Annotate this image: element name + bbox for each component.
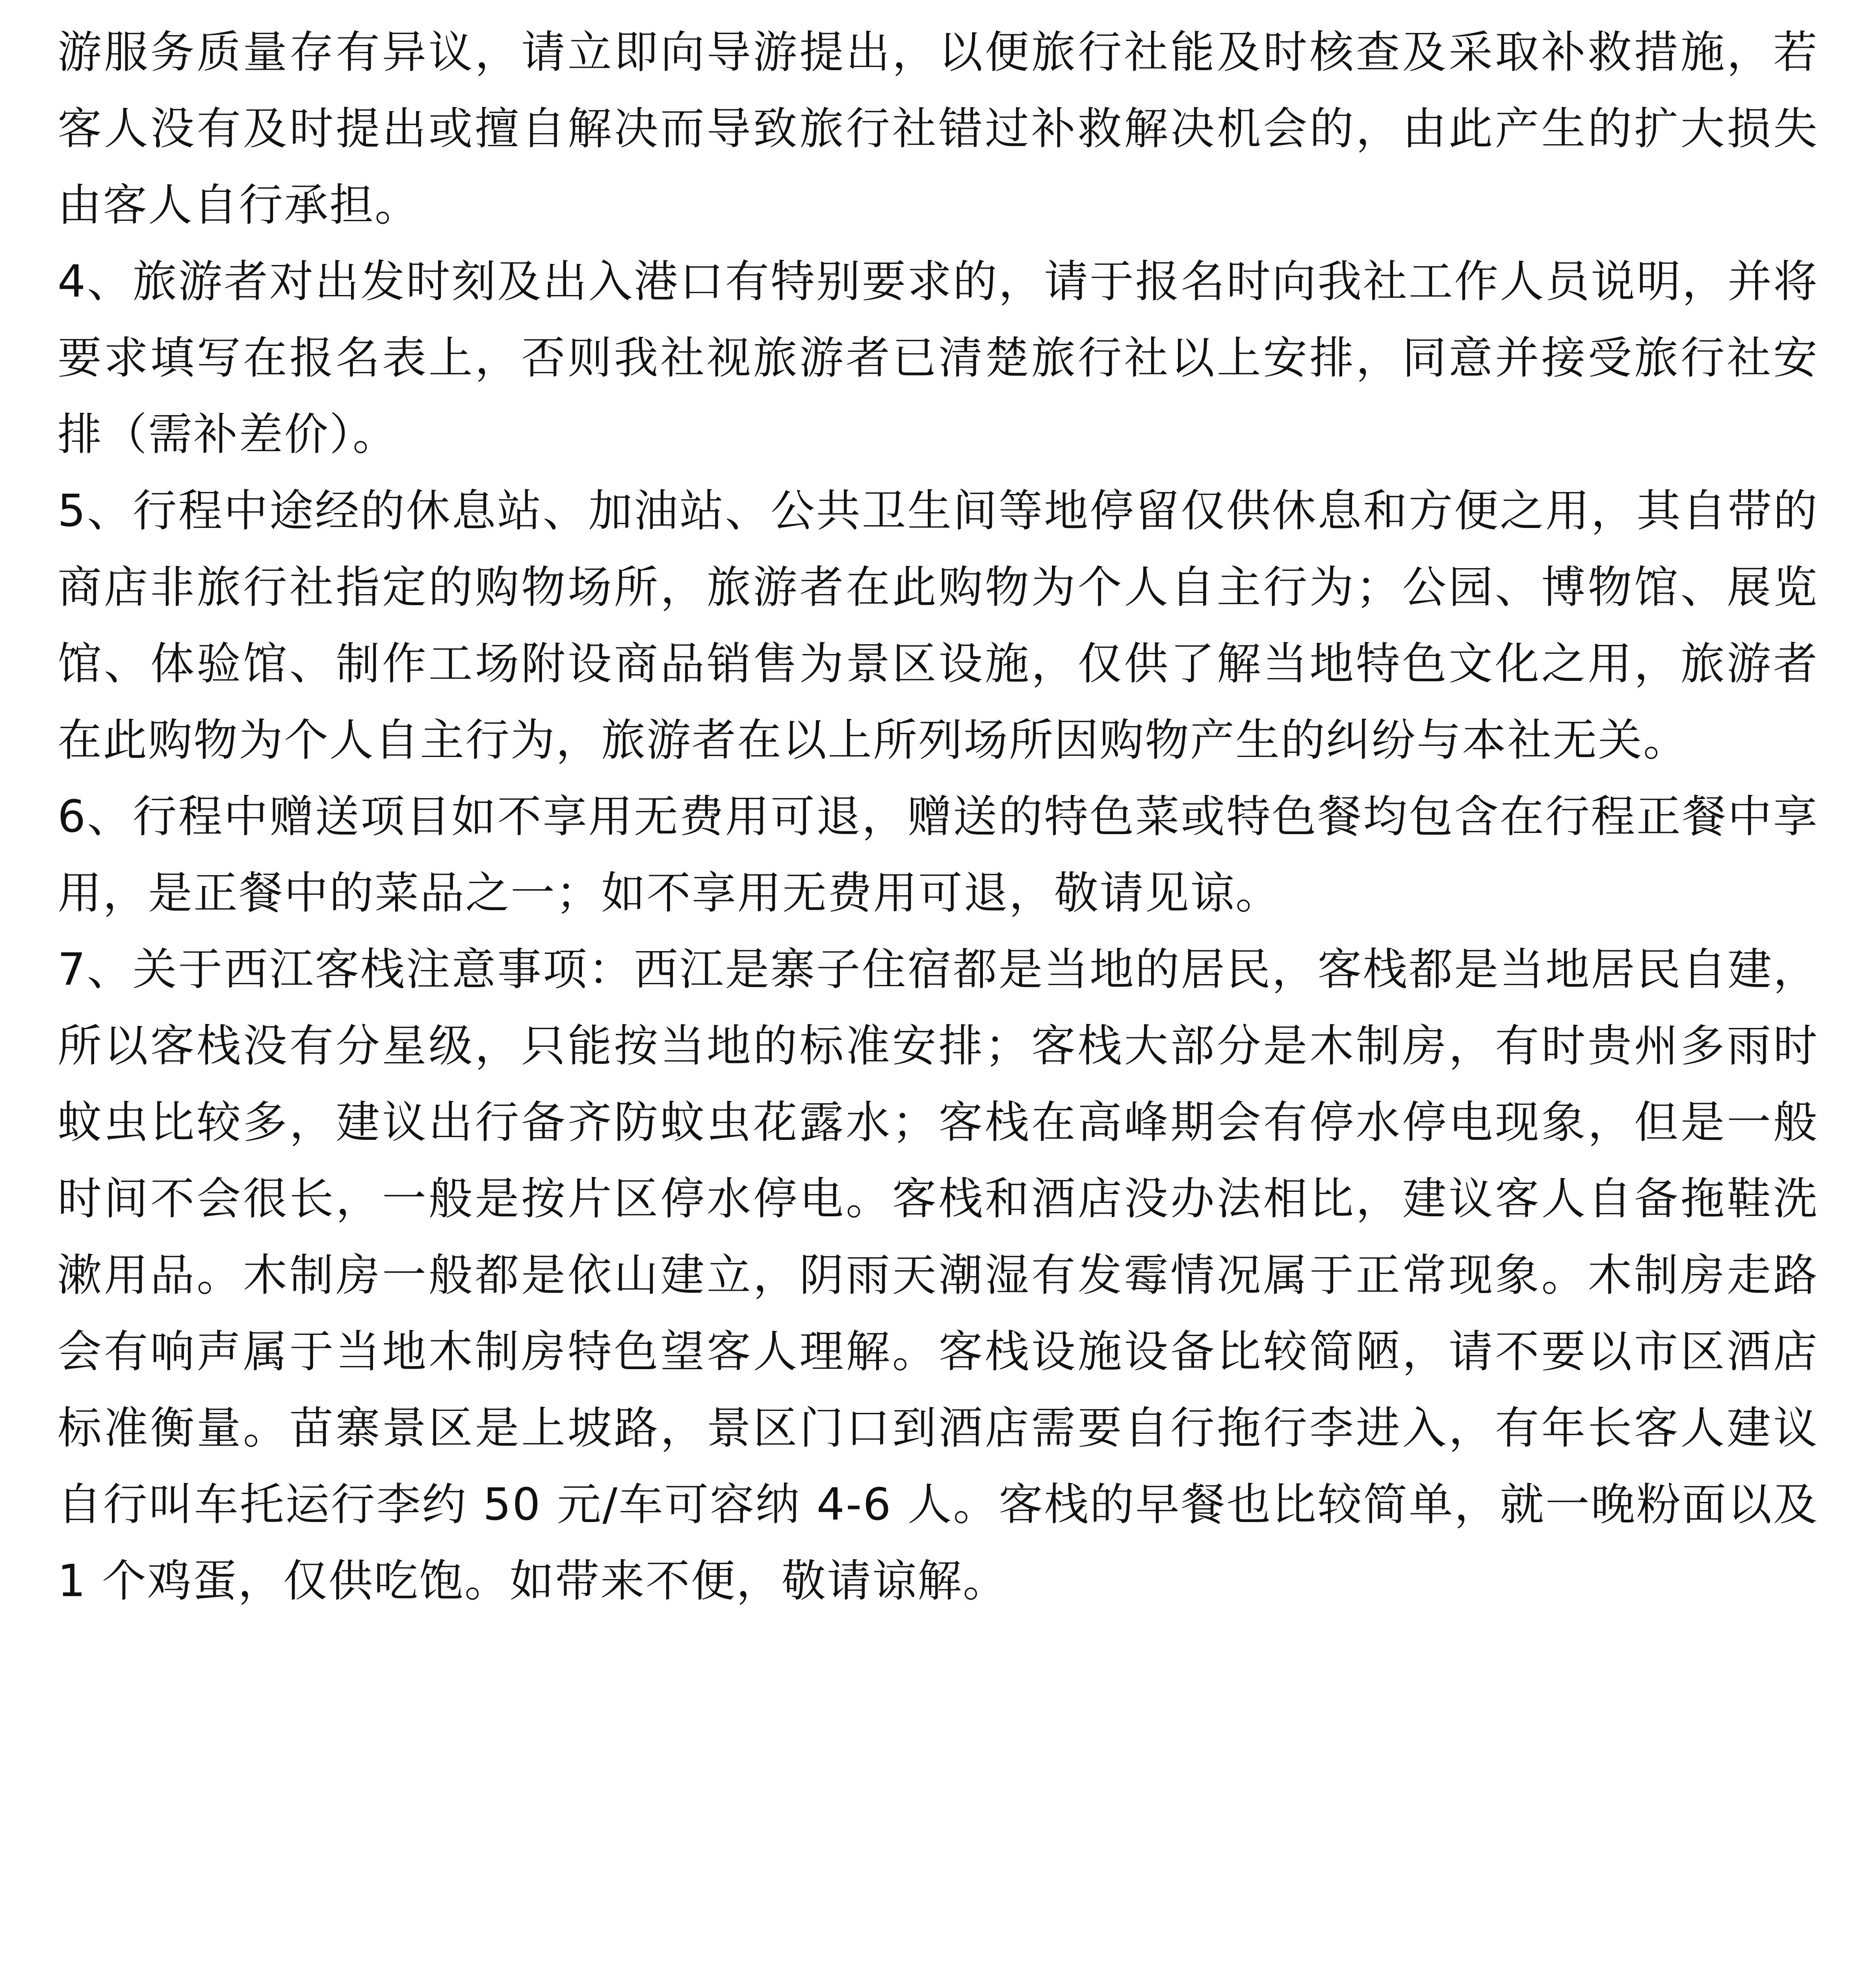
paragraph-shopping-stops: 5、行程中途经的休息站、加油站、公共卫生间等地停留仅供休息和方便之用，其自带的商店非旅行社指定的购物场所，旅游者在此购物为个人自主行为；公园、博物馆、展览馆、体验馆、制作工场附设商品销售为景区设施，仅供了解当地特色文化之用，旅游者在此购物为个人自主行为，旅游者在以上所列场所因购物产生的纠纷与本社无关。: [58, 485, 1818, 766]
paragraph-complimentary-items: 6、行程中赠送项目如不享用无费用可退，赠送的特色菜或特色餐均包含在行程正餐中享用，是正餐中的菜品之一；如不享用无费用可退，敬请见谅。: [58, 791, 1818, 919]
paragraph-xijiang-inn-notes: 7、关于西江客栈注意事项：西江是寨子住宿都是当地的居民，客栈都是当地居民自建，所以客栈没有分星级，只能按当地的标准安排；客栈大部分是木制房，有时贵州多雨时蚊虫比较多，建议出行备齐防蚊虫花露水；客栈在高峰期会有停水停电现象，但是一般时间不会很长，一般是按片区停水停电。客栈和酒店没办法相比，建议客人自备拖鞋洗漱用品。木制房一般都是依山建立，阴雨天潮湿有发霉情况属于正常现象。木制房走路会有响声属于当地木制房特色望客人理解。客栈设施设备比较简陋，请不要以市区酒店标准衡量。苗寨景区是上坡路，景区门口到酒店需要自行拖行李进入，有年长客人建议自行叫车托运行李约 50 元/车可容纳 4-6 人。客栈的早餐也比较简单，就一晚粉面以及 1 个鸡蛋，仅供吃饱。如带来不便，敬请谅解。: [58, 944, 1818, 1607]
paragraph-departure-requirements: 4、旅游者对出发时刻及出入港口有特别要求的，请于报名时向我社工作人员说明，并将要求填写在报名表上，否则我社视旅游者已清楚旅行社以上安排，同意并接受旅行社安排（需补差价）。: [58, 256, 1818, 460]
notice-body: [58, 14, 1818, 1619]
paragraph-service-complaint: 游服务质量存有异议，请立即向导游提出，以便旅行社能及时核查及采取补救措施，若客人没有及时提出或擅自解决而导致旅行社错过补救解决机会的，由此产生的扩大损失由客人自行承担。: [58, 27, 1818, 231]
